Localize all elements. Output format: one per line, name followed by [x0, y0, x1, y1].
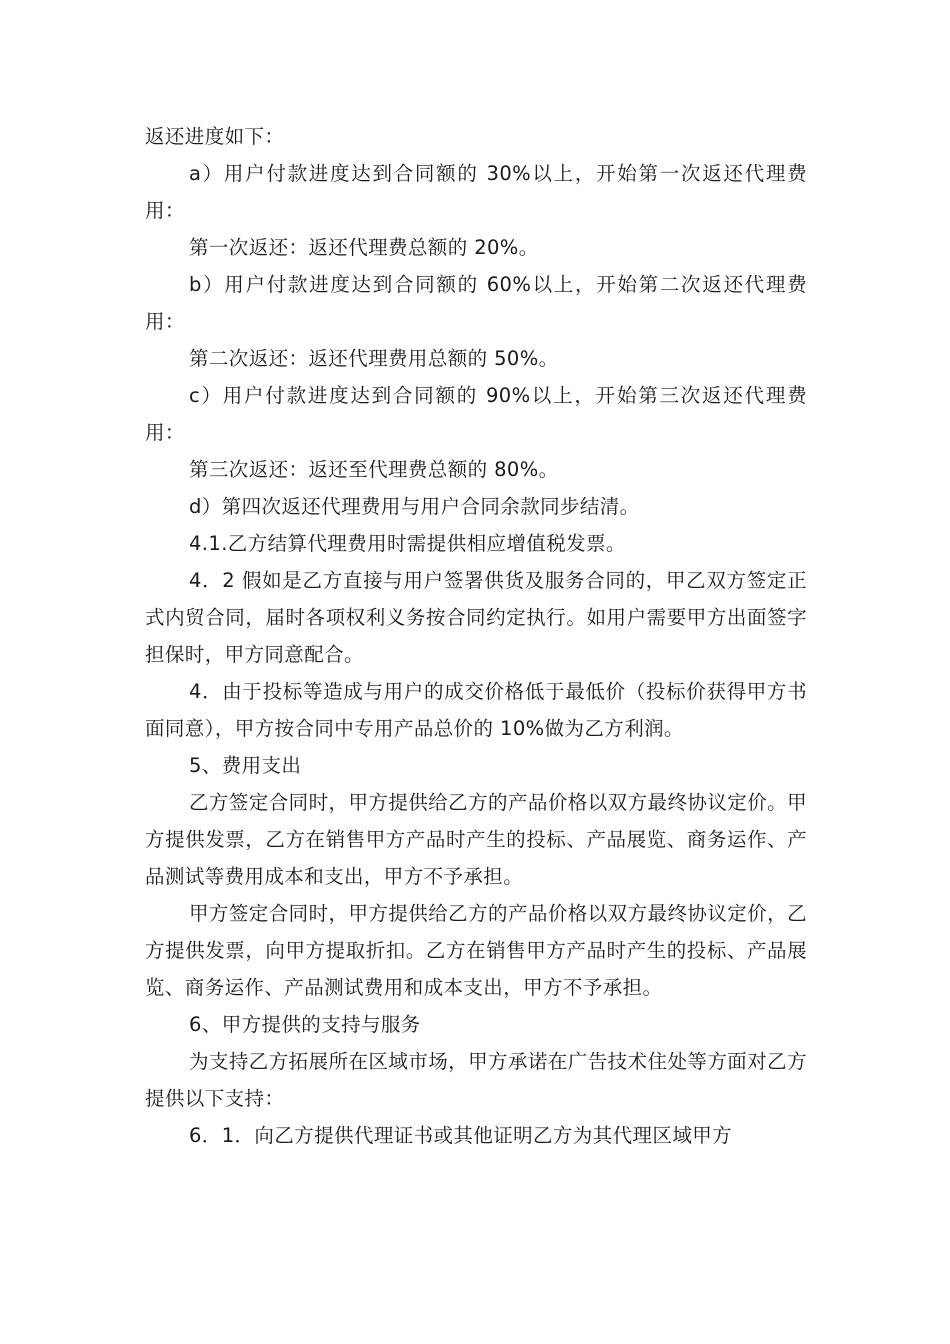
- paragraph-expenses-party-a: 甲方签定合同时，甲方提供给乙方的产品价格以双方最终协议定价，乙方提供发票，向甲方提取折扣。乙方在销售甲方产品时产生的投标、产品展览、商务运作、产品测试费用和成本支出，甲方不予承担。: [145, 902, 807, 999]
- paragraph-item-c: c）用户付款进度达到合同额的 90%以上，开始第三次返还代理费用：: [145, 384, 807, 444]
- paragraph-clause-4-1: 4.1.乙方结算代理费用时需提供相应增值税发票。: [189, 532, 626, 555]
- paragraph-item-a: a）用户付款进度达到合同额的 30%以上，开始第一次返还代理费用：: [145, 162, 807, 222]
- paragraph-second-return: 第二次返还：返还代理费用总额的 50%。: [189, 347, 559, 370]
- paragraph-clause-6-1: 6．1．向乙方提供代理证书或其他证明乙方为其代理区域甲方: [189, 1124, 733, 1147]
- paragraph-clause-4-bid: 4．由于投标等造成与用户的成交价格低于最低价（投标价获得甲方书面同意），甲方按合同中专用产品总价的 10%做为乙方利润。: [145, 680, 807, 740]
- paragraph-item-d: d）第四次返还代理费用与用户合同余款同步结清。: [189, 495, 640, 518]
- paragraph-support-intro: 为支持乙方拓展所在区域市场，甲方承诺在广告技术住处等方面对乙方提供以下支持：: [145, 1050, 807, 1110]
- paragraph-first-return: 第一次返还：返还代理费总额的 20%。: [189, 236, 539, 259]
- section-heading-expenses: 5、费用支出: [189, 754, 302, 777]
- paragraph-return-schedule-intro: 返还进度如下：: [145, 125, 285, 148]
- paragraph-item-b: b）用户付款进度达到合同额的 60%以上，开始第二次返还代理费用：: [145, 273, 807, 333]
- paragraph-clause-4-2: 4．2 假如是乙方直接与用户签署供货及服务合同的，甲乙双方签定正式内贸合同，届时各项权利义务按合同约定执行。如用户需要甲方出面签字担保时，甲方同意配合。: [145, 569, 807, 666]
- document-body: [145, 118, 807, 1154]
- paragraph-third-return: 第三次返还：返还至代理费总额的 80%。: [189, 458, 559, 481]
- section-heading-support: 6、甲方提供的支持与服务: [189, 1013, 421, 1036]
- paragraph-expenses-party-b: 乙方签定合同时，甲方提供给乙方的产品价格以双方最终协议定价。甲方提供发票，乙方在销售甲方产品时产生的投标、产品展览、商务运作、产品测试等费用成本和支出，甲方不予承担。: [145, 791, 807, 888]
